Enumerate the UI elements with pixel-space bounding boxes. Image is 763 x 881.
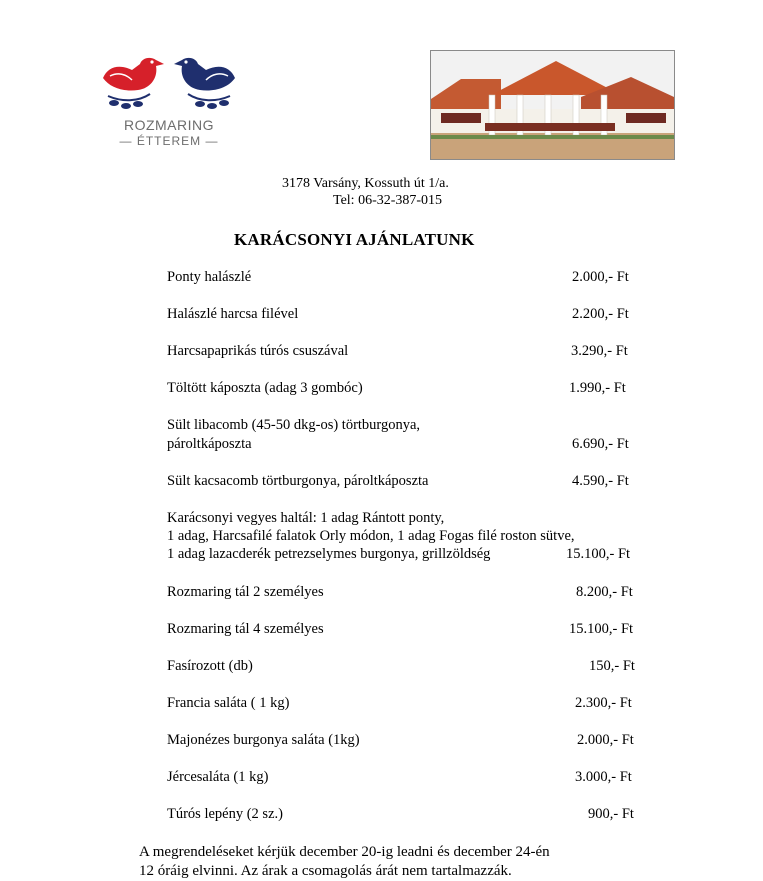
item-price: 3.290,- Ft xyxy=(571,343,628,359)
phone: Tel: 06-32-387-015 xyxy=(333,193,443,208)
item-name: Rozmaring tál 2 személyes xyxy=(167,584,324,600)
order-note-line: A megrendeléseket kérjük december 20-ig leadni és december 24-én xyxy=(139,844,550,860)
item-price: 4.590,- Ft xyxy=(572,473,629,489)
ornament-icon xyxy=(108,94,230,109)
item-name: pároltkáposzta xyxy=(167,436,252,452)
item-name: Sült libacomb (45-50 dkg-os) törtburgonya, xyxy=(167,417,421,433)
page-title: KARÁCSONYI AJÁNLATUNK xyxy=(234,230,475,249)
item-name: Ponty halászlé xyxy=(167,269,252,285)
item-name: Rozmaring tál 4 személyes xyxy=(167,621,324,637)
item-name: Sült kacsacomb törtburgonya, pároltkáposzta xyxy=(167,473,429,489)
item-name: Halászlé harcsa filével xyxy=(167,306,299,322)
item-name: Francia saláta ( 1 kg) xyxy=(167,695,290,711)
item-price: 8.200,- Ft xyxy=(576,584,633,600)
blue-bird-icon xyxy=(174,58,235,91)
restaurant-photo xyxy=(430,50,675,160)
item-name: Túrós lepény (2 sz.) xyxy=(167,806,283,822)
item-price: 2.200,- Ft xyxy=(572,306,629,322)
item-price: 3.000,- Ft xyxy=(575,769,632,785)
item-price: 6.690,- Ft xyxy=(572,436,629,452)
item-price: 2.000,- Ft xyxy=(572,269,629,285)
order-note-line: 12 óráig elvinni. Az árak a csomagolás árát nem tartalmazzák. xyxy=(139,863,512,879)
logo-subtitle: — ÉTTEREM — xyxy=(119,134,219,148)
item-name: Jércesaláta (1 kg) xyxy=(167,769,269,785)
red-bird-icon xyxy=(103,58,164,91)
logo-name: ROZMARING xyxy=(123,117,215,133)
item-name: Harcsapaprikás túrós csuszával xyxy=(167,343,349,359)
item-name: Majonézes burgonya saláta (1kg) xyxy=(167,732,360,748)
item-price: 2.000,- Ft xyxy=(577,732,634,748)
order-note xyxy=(139,843,550,881)
item-name: Töltött káposzta (adag 3 gombóc) xyxy=(167,380,363,396)
item-price: 15.100,- Ft xyxy=(569,621,634,637)
item-name: Karácsonyi vegyes haltál: 1 adag Rántott ponty, xyxy=(167,510,445,526)
item-price: 1.990,- Ft xyxy=(569,380,626,396)
item-name: Fasírozott (db) xyxy=(167,658,253,674)
item-name: 1 adag lazacderék petrezselymes burgonya, grillzöldség xyxy=(167,546,491,562)
item-price: 150,- Ft xyxy=(589,658,635,674)
item-name: 1 adag, Harcsafilé falatok Orly módon, 1 adag Fogas filé roston sütve, xyxy=(167,528,575,544)
address: 3178 Varsány, Kossuth út 1/a. xyxy=(282,176,449,191)
item-price: 15.100,- Ft xyxy=(566,546,631,562)
item-price: 2.300,- Ft xyxy=(575,695,632,711)
item-price: 900,- Ft xyxy=(588,806,634,822)
